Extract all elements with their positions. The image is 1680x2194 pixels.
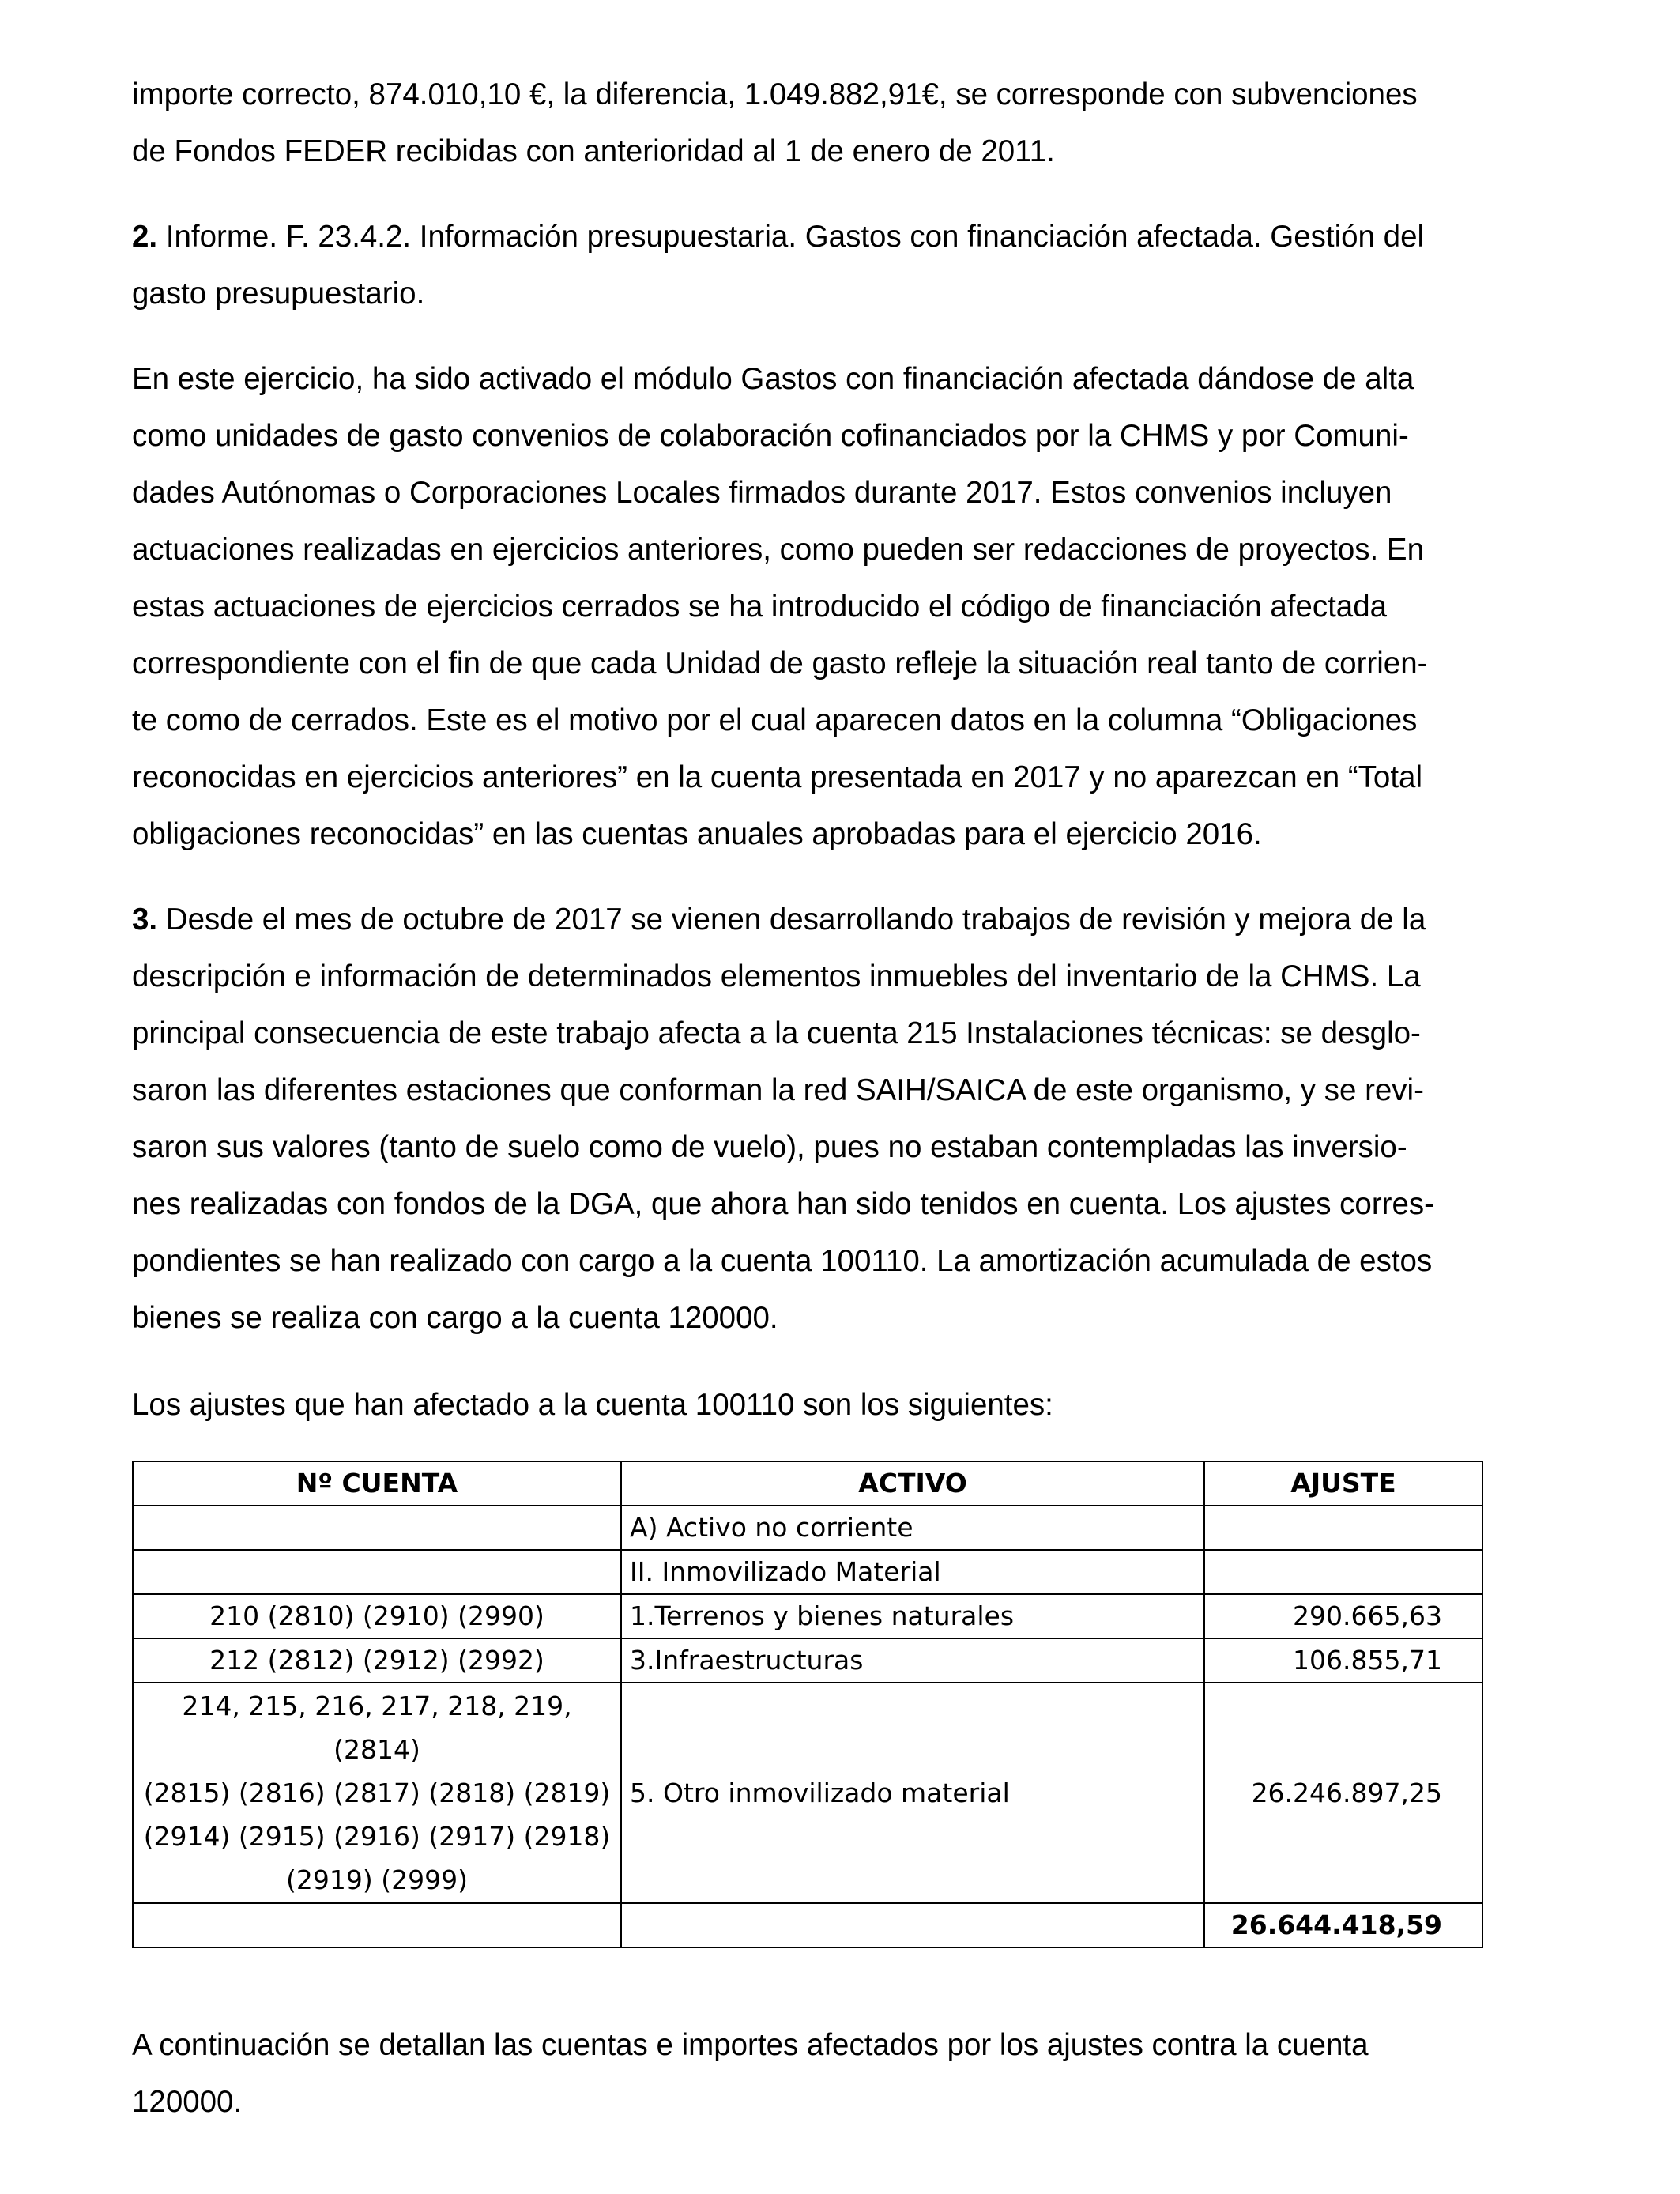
line: A continuación se detallan las cuentas e importes afectados por los ajustes contra la cuenta xyxy=(132,2028,1369,2062)
paragraph-revision xyxy=(132,892,1542,1347)
table-row xyxy=(133,1506,1482,1550)
header-cuenta: Nº CUENTA xyxy=(133,1461,621,1506)
cell-ajuste: 290.665,63 xyxy=(1204,1594,1482,1638)
table-row xyxy=(133,1594,1482,1638)
cuenta-line: (2914) (2915) (2916) (2917) (2918) xyxy=(143,1821,611,1852)
header-activo: ACTIVO xyxy=(621,1461,1204,1506)
cell-empty xyxy=(133,1903,621,1947)
paragraph-feder xyxy=(132,66,1542,180)
cuenta-line: (2919) (2999) xyxy=(286,1864,468,1895)
cell-cuenta: 212 (2812) (2912) (2992) xyxy=(133,1638,621,1683)
line: nes realizadas con fondos de la DGA, que ahora han sido tenidos en cuenta. Los ajustes corres- xyxy=(132,1187,1434,1221)
line: de Fondos FEDER recibidas con anterioridad al 1 de enero de 2011. xyxy=(132,134,1055,168)
document-tail xyxy=(132,2017,1542,2131)
line: principal consecuencia de este trabajo afecta a la cuenta 215 Instalaciones técnicas: se desglo- xyxy=(132,1016,1421,1050)
line: dades Autónomas o Corporaciones Locales firmados durante 2017. Estos convenios incluyen xyxy=(132,476,1392,510)
cell-empty xyxy=(621,1903,1204,1947)
cell-ajuste: 26.246.897,25 xyxy=(1204,1683,1482,1903)
cell-cuenta xyxy=(133,1683,621,1903)
cell-activo: A) Activo no corriente xyxy=(621,1506,1204,1550)
cell-cuenta xyxy=(133,1506,621,1550)
line: obligaciones reconocidas” en las cuentas anuales aprobadas para el ejercicio 2016. xyxy=(132,817,1262,851)
cuenta-line: 214, 215, 216, 217, 218, 219, (2814) xyxy=(182,1691,572,1765)
cell-ajuste: 106.855,71 xyxy=(1204,1638,1482,1683)
paragraph-continuacion xyxy=(132,2017,1542,2131)
paragraph-ajustes-intro xyxy=(132,1377,1542,1434)
cell-ajuste xyxy=(1204,1506,1482,1550)
table-header-row xyxy=(133,1461,1482,1506)
cell-activo: 3.Infraestructuras xyxy=(621,1638,1204,1683)
line: descripción e información de determinados elementos inmuebles del inventario de la CHMS. La xyxy=(132,959,1421,993)
section-number: 2. xyxy=(132,220,158,254)
cell-total: 26.644.418,59 xyxy=(1204,1903,1482,1947)
paragraph-ejercicio xyxy=(132,351,1542,863)
ajustes-table xyxy=(132,1461,1483,1948)
line: como unidades de gasto convenios de colaboración cofinanciados por la CHMS y por Comuni- xyxy=(132,419,1409,453)
cell-cuenta xyxy=(133,1550,621,1594)
table-row xyxy=(133,1550,1482,1594)
paragraph-informe xyxy=(132,209,1542,322)
ajustes-table-wrap xyxy=(132,1461,1483,1948)
table-row xyxy=(133,1683,1482,1903)
header-ajuste: AJUSTE xyxy=(1204,1461,1482,1506)
document-body xyxy=(132,66,1542,1434)
line: saron sus valores (tanto de suelo como de vuelo), pues no estaban contempladas las inversio- xyxy=(132,1130,1407,1164)
cell-ajuste xyxy=(1204,1550,1482,1594)
line: Desde el mes de octubre de 2017 se vienen desarrollando trabajos de revisión y mejora de la xyxy=(165,903,1426,937)
line: estas actuaciones de ejercicios cerrados se ha introducido el código de financiación afectada xyxy=(132,590,1388,624)
cell-cuenta: 210 (2810) (2910) (2990) xyxy=(133,1594,621,1638)
line: 120000. xyxy=(132,2085,243,2119)
line: bienes se realiza con cargo a la cuenta 120000. xyxy=(132,1301,778,1335)
line: actuaciones realizadas en ejercicios anteriores, como pueden ser redacciones de proyectos. En xyxy=(132,533,1425,567)
cell-activo: 1.Terrenos y bienes naturales xyxy=(621,1594,1204,1638)
line: Los ajustes que han afectado a la cuenta 100110 son los siguientes: xyxy=(132,1388,1053,1422)
cuenta-line: (2815) (2816) (2817) (2818) (2819) xyxy=(143,1777,611,1808)
table-row xyxy=(133,1638,1482,1683)
cell-activo: II. Inmovilizado Material xyxy=(621,1550,1204,1594)
line: En este ejercicio, ha sido activado el módulo Gastos con financiación afectada dándose de alta xyxy=(132,362,1414,396)
line: pondientes se han realizado con cargo a la cuenta 100110. La amortización acumulada de estos xyxy=(132,1244,1433,1278)
line: reconocidas en ejercicios anteriores” en la cuenta presentada en 2017 y no aparezcan en “Total xyxy=(132,760,1422,794)
cell-activo: 5. Otro inmovilizado material xyxy=(621,1683,1204,1903)
line: Informe. F. 23.4.2. Información presupuestaria. Gastos con financiación afectada. Gestión del xyxy=(165,220,1425,254)
table-total-row xyxy=(133,1903,1482,1947)
line: correspondiente con el fin de que cada Unidad de gasto refleje la situación real tanto de corrien- xyxy=(132,647,1428,680)
line: importe correcto, 874.010,10 €, la diferencia, 1.049.882,91€, se corresponde con subvenciones xyxy=(132,77,1418,111)
section-number: 3. xyxy=(132,903,158,937)
line: saron las diferentes estaciones que conforman la red SAIH/SAICA de este organismo, y se revi- xyxy=(132,1073,1424,1107)
line: te como de cerrados. Este es el motivo por el cual aparecen datos en la columna “Obligaciones xyxy=(132,703,1418,737)
line: gasto presupuestario. xyxy=(132,277,425,311)
